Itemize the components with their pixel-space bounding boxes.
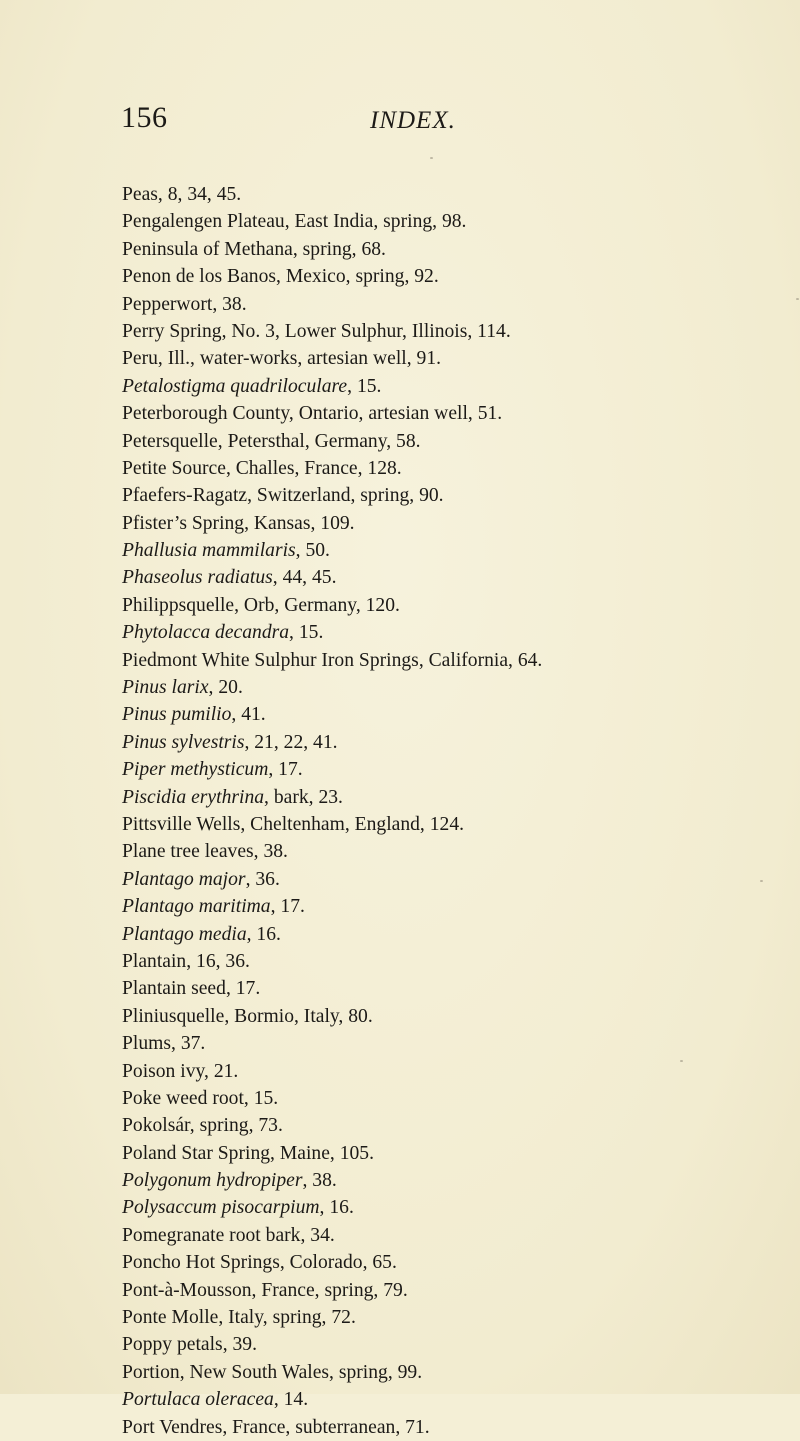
index-entry-references: , 50. xyxy=(295,540,330,562)
index-entry-references: , Challes, France, 128. xyxy=(225,457,402,479)
index-entry-references: , Ontario, artesian well, 51. xyxy=(288,403,503,425)
index-entry-term: Plantago maritima xyxy=(122,896,271,918)
paper-speck xyxy=(430,157,433,159)
index-entry xyxy=(122,564,792,591)
index-entry-references: , 36. xyxy=(245,868,280,890)
index-entry-term: Poison ivy xyxy=(122,1060,205,1082)
index-entry-term: Piper methysticum xyxy=(122,759,269,781)
index-entry-term: Poncho Hot Springs xyxy=(122,1252,280,1274)
index-entry xyxy=(122,510,792,537)
index-entry-term: Philippsquelle xyxy=(122,594,235,616)
index-entry-references: , 44, 45. xyxy=(272,567,337,589)
index-entry xyxy=(122,1194,792,1221)
paper-speck xyxy=(796,298,799,300)
index-entry xyxy=(122,345,792,372)
index-entry-references: , water-works, artesian well, 91. xyxy=(190,348,442,370)
index-entry-references: , France, subterranean, 71. xyxy=(222,1416,430,1438)
index-entry-term: Pengalengen Plateau xyxy=(122,211,285,233)
index-entry-references: , 39. xyxy=(222,1334,257,1356)
index-entry-references: , 38. xyxy=(212,293,247,315)
index-entry-references: , 8, 34, 45. xyxy=(157,184,242,205)
index-entry-references: , 37. xyxy=(171,1033,206,1055)
index-entry xyxy=(122,1140,792,1167)
index-entry-term: Peninsula of Methana xyxy=(122,238,293,260)
index-entry-term: Port Vendres xyxy=(122,1416,223,1438)
index-entry xyxy=(122,1331,792,1358)
index-entry-term: Pinus sylvestris xyxy=(122,731,245,753)
index-entry-references: , 21. xyxy=(204,1060,239,1082)
index-entry-references: , spring, 68. xyxy=(292,238,386,260)
index-entry-references: , Orb, Germany, 120. xyxy=(234,594,400,616)
index-entry-references: , 15. xyxy=(243,1087,279,1109)
index-entry xyxy=(122,455,792,482)
index-entry-term: Portulaca oleracea xyxy=(122,1389,274,1411)
index-entry-term: Pfaefers-Ragatz xyxy=(122,485,248,507)
index-entry-term: Piedmont White Sulphur Iron Springs xyxy=(122,649,419,671)
index-entry xyxy=(122,318,792,345)
index-entry xyxy=(122,1222,792,1249)
index-entry-term: Pepperwort xyxy=(122,293,213,315)
index-entry-references: , 38. xyxy=(253,841,288,863)
index-entry xyxy=(122,208,792,235)
index-entry-references: , No. 3, Lower Sulphur, Illinois, 114. xyxy=(221,320,511,342)
index-entry xyxy=(122,592,792,619)
index-entry xyxy=(122,756,792,783)
index-entry-references: , Colorado, 65. xyxy=(279,1252,397,1274)
index-entry xyxy=(122,428,792,455)
index-entry-term: Plums xyxy=(122,1033,172,1055)
index-entry-term: Poke weed root xyxy=(122,1087,244,1109)
index-entry-references: , 15. xyxy=(289,622,324,644)
index-entry xyxy=(122,263,792,290)
index-entry xyxy=(122,181,792,208)
index-entry xyxy=(122,1058,792,1085)
index-entry-references: , Cheltenham, England, 124. xyxy=(240,813,465,835)
index-entry-term: Peas xyxy=(122,184,158,205)
index-entry-term: Polysaccum pisocarpium xyxy=(122,1197,320,1219)
index-entry xyxy=(122,701,792,728)
index-entry xyxy=(122,400,792,427)
index-entry-references: , spring, 73. xyxy=(189,1115,283,1137)
index-entry xyxy=(122,1030,792,1057)
index-entry xyxy=(122,811,792,838)
index-entry-references: , California, 64. xyxy=(418,649,543,671)
index-entries xyxy=(122,181,792,1441)
page-number: 156 xyxy=(121,101,168,134)
index-entry-references: , 17. xyxy=(268,759,303,781)
index-entry-term: Plantago media xyxy=(122,923,247,945)
index-entry-term: Plantain xyxy=(122,950,187,972)
index-entry-term: Phytolacca decandra xyxy=(122,622,290,644)
index-entry-term: Plantago major xyxy=(122,868,246,890)
index-entry xyxy=(122,1085,792,1112)
index-entry xyxy=(122,1359,792,1386)
index-entry xyxy=(122,619,792,646)
index-entry xyxy=(122,784,792,811)
index-entry xyxy=(122,1112,792,1139)
index-entry-term: Pinus pumilio xyxy=(122,704,232,726)
index-entry-references: , 38. xyxy=(302,1170,337,1192)
index-entry-term: Phallusia mammilaris xyxy=(122,540,296,562)
index-entry-references: , 17. xyxy=(270,896,305,918)
index-entry xyxy=(122,838,792,865)
index-entry-references: , Kansas, 109. xyxy=(244,512,355,534)
paper-speck xyxy=(760,880,763,882)
index-entry xyxy=(122,674,792,701)
index-entry-term: Petalostigma quadriloculare xyxy=(122,375,348,397)
index-entry-term: Piscidia erythrina xyxy=(122,786,265,808)
index-entry-references: , 21, 22, 41. xyxy=(244,731,338,753)
index-entry-references: , Italy, spring, 72. xyxy=(218,1307,356,1329)
index-entry xyxy=(122,1304,792,1331)
index-entry xyxy=(122,921,792,948)
index-entry-term: Plantain seed xyxy=(122,978,226,1000)
index-entry-term: Polygonum hydropiper xyxy=(122,1170,303,1192)
index-entry-references: , New South Wales, spring, 99. xyxy=(179,1361,423,1383)
index-entry-references: , East India, spring, 98. xyxy=(284,211,467,233)
index-entry xyxy=(122,373,792,400)
index-entry-references: , Bormio, Italy, 80. xyxy=(224,1005,373,1027)
index-entry xyxy=(122,893,792,920)
index-entry xyxy=(122,948,792,975)
index-entry-term: Pinus larix xyxy=(122,677,209,699)
paper-speck xyxy=(680,1060,683,1062)
index-entry xyxy=(122,482,792,509)
index-entry-references: , 17. xyxy=(225,978,261,1000)
index-entry-term: Pont-à-Mousson xyxy=(122,1279,252,1301)
index-entry xyxy=(122,1003,792,1030)
index-entry-references: , 15. xyxy=(347,375,382,397)
index-entry-references: , 20. xyxy=(208,677,243,699)
index-entry-term: Penon de los Banos xyxy=(122,266,277,288)
index-entry-references: , 34. xyxy=(300,1224,335,1246)
index-entry-term: Poppy petals xyxy=(122,1334,223,1356)
index-entry-references: , France, spring, 79. xyxy=(251,1279,408,1301)
index-entry xyxy=(122,866,792,893)
index-entry-term: Petersquelle xyxy=(122,430,218,452)
index-entry-term: Perry Spring xyxy=(122,320,222,342)
index-entry-references: , 16. xyxy=(246,923,281,945)
index-entry xyxy=(122,647,792,674)
running-head: INDEX. xyxy=(370,107,456,134)
index-entry-term: Poland Star Spring xyxy=(122,1142,271,1164)
index-entry-references: , bark, 23. xyxy=(264,786,343,808)
index-entry xyxy=(122,1414,792,1441)
index-entry-references: , Mexico, spring, 92. xyxy=(276,266,439,288)
index-entry xyxy=(122,291,792,318)
index-entry-references: , Switzerland, spring, 90. xyxy=(247,485,444,507)
index-entry-term: Pomegranate root bark xyxy=(122,1224,301,1246)
index-entry-references: , 16, 36. xyxy=(186,950,250,972)
index-entry-term: Pfister’s Spring xyxy=(122,512,245,534)
index-entry xyxy=(122,975,792,1002)
index-entry-references: , 16. xyxy=(319,1197,354,1219)
index-entry-term: Petite Source xyxy=(122,457,226,479)
index-entry-term: Ponte Molle xyxy=(122,1307,219,1329)
index-entry xyxy=(122,236,792,263)
index-entry-term: Phaseolus radiatus xyxy=(122,567,273,589)
index-entry xyxy=(122,1167,792,1194)
index-entry xyxy=(122,1249,792,1276)
index-entry-references: , 41. xyxy=(231,704,266,726)
index-entry xyxy=(122,537,792,564)
index-entry-term: Portion xyxy=(122,1361,180,1383)
index-entry-term: Plane tree leaves xyxy=(122,841,254,863)
index-entry-references: , Maine, 105. xyxy=(270,1142,374,1164)
index-entry xyxy=(122,1277,792,1304)
index-entry-references: , Petersthal, Germany, 58. xyxy=(217,430,421,452)
index-entry xyxy=(122,1386,792,1413)
index-entry-term: Pokolsár xyxy=(122,1115,190,1137)
index-entry xyxy=(122,729,792,756)
index-entry-term: Peterborough County xyxy=(122,403,289,425)
index-entry-references: , 14. xyxy=(273,1389,309,1411)
index-entry-term: Pliniusquelle xyxy=(122,1005,225,1027)
index-entry-term: Pittsville Wells xyxy=(122,813,241,835)
index-entry-term: Peru, Ill. xyxy=(122,348,191,370)
